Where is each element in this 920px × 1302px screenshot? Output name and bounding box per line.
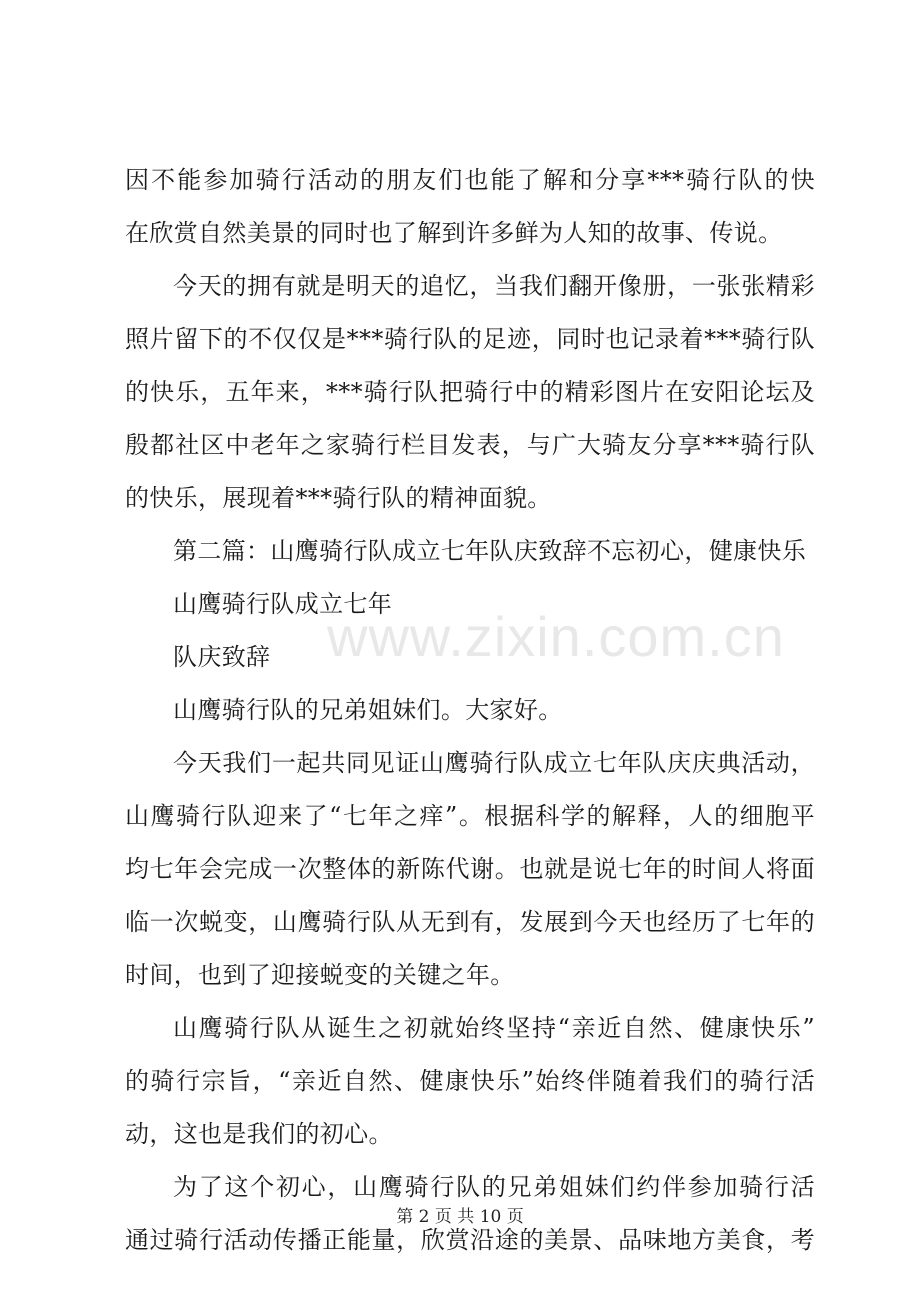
text-line: 山鹰骑行队的兄弟姐妹们。大家好。 (173, 696, 563, 724)
text-line: 的快乐，展现着***骑行队的精神面貌。 (125, 484, 552, 512)
page-footer: 第 2 页 共 10 页 (396, 1207, 524, 1227)
text-line: 第二篇：山鹰骑行队成立七年队庆致辞不忘初心，健康快乐 (173, 537, 807, 565)
watermark: www.zixin.com.cn (327, 605, 785, 668)
text-line: 今天我们一起共同见证山鹰骑行队成立七年队庆庆典活动， (173, 749, 815, 777)
text-line: 照片留下的不仅仅是***骑行队的足迹，同时也记录着***骑行队 (125, 325, 815, 353)
text-line: 动，这也是我们的初心。 (125, 1120, 393, 1148)
text-line: 山鹰骑行队从诞生之初就始终坚持“亲近自然、健康快乐” (173, 1014, 815, 1042)
text-line: 的快乐，五年来，***骑行队把骑行中的精彩图片在安阳论坛及 (125, 378, 815, 406)
text-line: 的骑行宗旨，“亲近自然、健康快乐”始终伴随着我们的骑行活 (125, 1067, 815, 1095)
text-line: 今天的拥有就是明天的追忆，当我们翻开像册，一张张精彩 (173, 272, 815, 300)
document-body (125, 154, 815, 1267)
text-line: 因不能参加骑行活动的朋友们也能了解和分享***骑行队的快 (125, 166, 815, 194)
text-line: 殷都社区中老年之家骑行栏目发表，与广大骑友分享***骑行队 (125, 431, 815, 459)
text-line: 临一次蜕变，山鹰骑行队从无到有，发展到今天也经历了七年的 (125, 908, 815, 936)
text-line: 在欣赏自然美景的同时也了解到许多鲜为人知的故事、传说。 (125, 219, 783, 247)
text-line: 均七年会完成一次整体的新陈代谢。也就是说七年的时间人将面 (125, 855, 815, 883)
text-line: 通过骑行活动传播正能量，欣赏沿途的美景、品味地方美食，考 (125, 1226, 815, 1254)
text-line: 山鹰骑行队迎来了“七年之痒”。根据科学的解释，人的细胞平 (125, 802, 815, 830)
text-line: 队庆致辞 (173, 643, 271, 671)
text-line: 时间，也到了迎接蜕变的关键之年。 (125, 961, 515, 989)
text-line: 山鹰骑行队成立七年 (173, 590, 393, 618)
text-line: 为了这个初心，山鹰骑行队的兄弟姐妹们约伴参加骑行活 (173, 1173, 815, 1201)
